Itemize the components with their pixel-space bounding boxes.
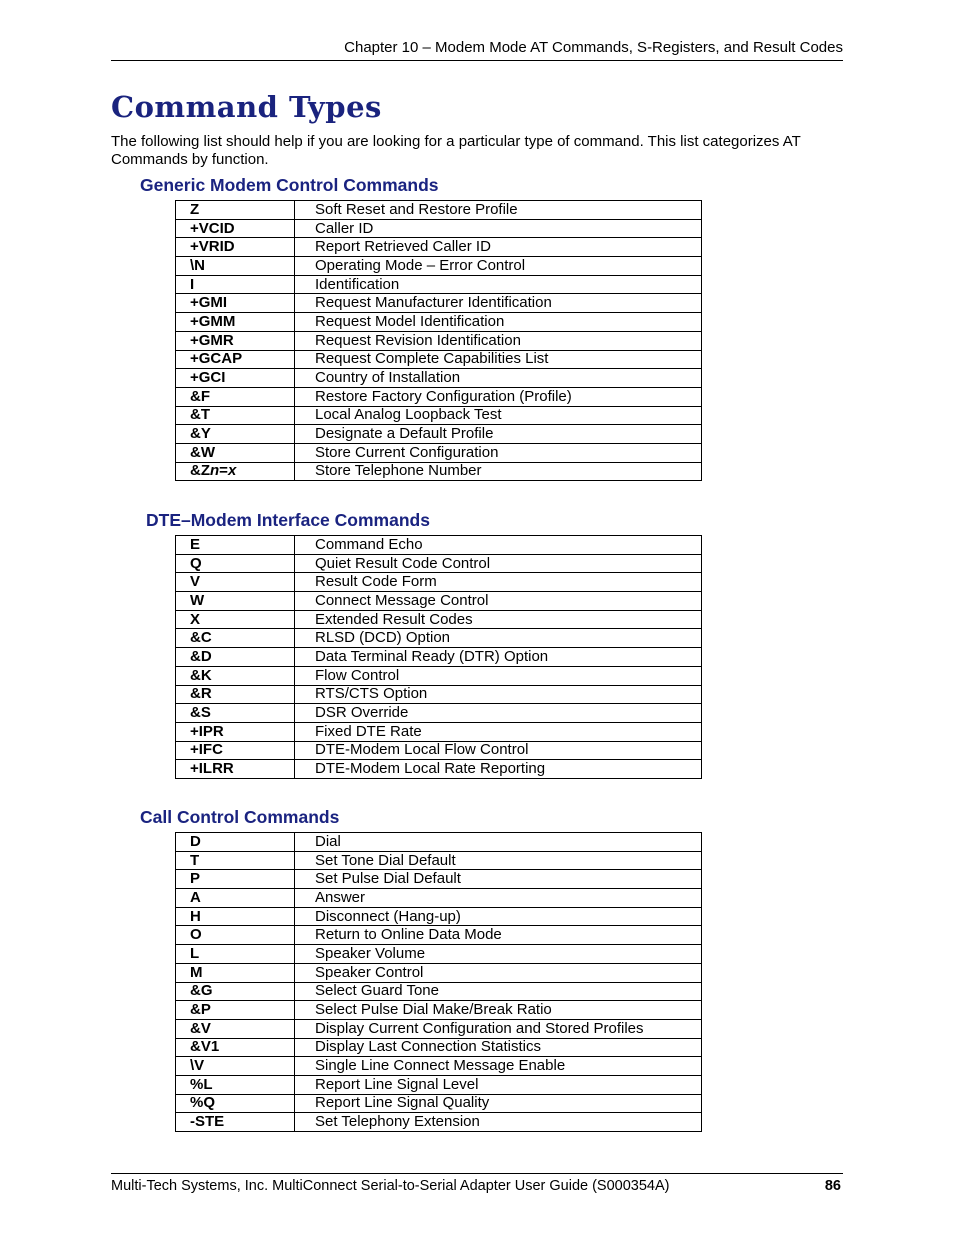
command-code: &Zn=x [176,462,295,481]
command-code: +IFC [176,741,295,760]
command-code: V [176,573,295,592]
command-description: Local Analog Loopback Test [295,406,702,425]
table-row [176,833,702,852]
command-code: +GMI [176,294,295,313]
command-code: &Y [176,425,295,444]
intro-paragraph: The following list should help if you are looking for a particular type of command. This list categorizes AT Commands by function. [111,133,801,168]
command-code: &S [176,704,295,723]
command-code: Z [176,201,295,220]
section-title-dte: DTE–Modem Interface Commands [146,510,430,530]
table-row [176,406,702,425]
command-description: Result Code Form [295,573,702,592]
command-code: +VCID [176,219,295,238]
command-code: \N [176,257,295,276]
table-row [176,926,702,945]
footer-divider [111,1173,843,1174]
command-description: Single Line Connect Message Enable [295,1057,702,1076]
dte-commands-table [175,535,702,779]
command-description: Country of Installation [295,369,702,388]
command-code: &T [176,406,295,425]
command-description: Fixed DTE Rate [295,722,702,741]
table-row [176,443,702,462]
table-row [176,387,702,406]
command-description: Answer [295,889,702,908]
table-row [176,331,702,350]
command-description: Store Telephone Number [295,462,702,481]
command-code: L [176,945,295,964]
command-description: Return to Online Data Mode [295,926,702,945]
table-row [176,870,702,889]
table-row [176,963,702,982]
command-code: +GMR [176,331,295,350]
table-row [176,1038,702,1057]
table-row [176,294,702,313]
command-description: Designate a Default Profile [295,425,702,444]
command-description: Set Pulse Dial Default [295,870,702,889]
command-code: &C [176,629,295,648]
command-code: M [176,963,295,982]
table-row [176,722,702,741]
table-row [176,704,702,723]
command-description: Soft Reset and Restore Profile [295,201,702,220]
table-row [176,741,702,760]
command-description: DTE-Modem Local Rate Reporting [295,760,702,779]
command-code: -STE [176,1113,295,1132]
table-row [176,1001,702,1020]
command-description: Identification [295,275,702,294]
table-row [176,238,702,257]
command-description: Data Terminal Ready (DTR) Option [295,648,702,667]
table-row [176,554,702,573]
command-description: Set Tone Dial Default [295,851,702,870]
table-row [176,851,702,870]
command-code: E [176,536,295,555]
section-title-call: Call Control Commands [140,807,340,827]
footer [111,1177,843,1195]
command-code: Q [176,554,295,573]
command-description: Disconnect (Hang-up) [295,907,702,926]
command-code: \V [176,1057,295,1076]
page-number: 86 [824,1178,841,1194]
command-code: &G [176,982,295,1001]
command-code: +IPR [176,722,295,741]
table-row [176,760,702,779]
chapter-header: Chapter 10 – Modem Mode AT Commands, S-Registers, and Result Codes [344,39,843,56]
table-row [176,629,702,648]
command-description: Report Line Signal Quality [295,1094,702,1113]
command-description: Speaker Control [295,963,702,982]
table-row [176,536,702,555]
table-row [176,685,702,704]
table-row [176,313,702,332]
command-code: &V [176,1019,295,1038]
command-description: Dial [295,833,702,852]
command-code: &P [176,1001,295,1020]
table-row [176,666,702,685]
table-row [176,1113,702,1132]
command-description: Command Echo [295,536,702,555]
command-description: Quiet Result Code Control [295,554,702,573]
command-code: P [176,870,295,889]
command-description: Request Complete Capabilities List [295,350,702,369]
command-description: Caller ID [295,219,702,238]
table-row [176,592,702,611]
footer-text: Multi-Tech Systems, Inc. MultiConnect Serial-to-Serial Adapter User Guide (S000354A) [111,1178,670,1194]
command-code: +ILRR [176,760,295,779]
command-description: Select Pulse Dial Make/Break Ratio [295,1001,702,1020]
command-description: Connect Message Control [295,592,702,611]
command-code: O [176,926,295,945]
command-code: +GMM [176,313,295,332]
header-divider [111,60,843,61]
table-row [176,369,702,388]
command-code: D [176,833,295,852]
table-row [176,257,702,276]
table-row [176,610,702,629]
command-description: Set Telephony Extension [295,1113,702,1132]
command-description: Flow Control [295,666,702,685]
call-commands-table [175,832,702,1132]
page-title: Command Types [111,90,382,124]
command-description: Report Line Signal Level [295,1075,702,1094]
command-code: &V1 [176,1038,295,1057]
command-description: Display Current Configuration and Stored Profiles [295,1019,702,1038]
command-code: X [176,610,295,629]
command-description: Operating Mode – Error Control [295,257,702,276]
command-code: +GCAP [176,350,295,369]
command-description: Request Model Identification [295,313,702,332]
command-description: Speaker Volume [295,945,702,964]
table-row [176,1094,702,1113]
table-row [176,945,702,964]
command-code: &F [176,387,295,406]
command-code: &R [176,685,295,704]
command-description: Request Manufacturer Identification [295,294,702,313]
table-row [176,219,702,238]
generic-commands-table [175,200,702,481]
table-row [176,275,702,294]
command-description: Select Guard Tone [295,982,702,1001]
command-code: H [176,907,295,926]
table-row [176,889,702,908]
command-code: A [176,889,295,908]
table-row [176,462,702,481]
command-code: I [176,275,295,294]
command-description: RLSD (DCD) Option [295,629,702,648]
table-row [176,201,702,220]
section-title-generic: Generic Modem Control Commands [140,175,439,195]
table-row [176,648,702,667]
command-description: Store Current Configuration [295,443,702,462]
command-code: +GCI [176,369,295,388]
command-description: Restore Factory Configuration (Profile) [295,387,702,406]
table-row [176,1075,702,1094]
command-code: &D [176,648,295,667]
command-description: Request Revision Identification [295,331,702,350]
command-code: T [176,851,295,870]
command-description: Display Last Connection Statistics [295,1038,702,1057]
command-code: %L [176,1075,295,1094]
command-code: W [176,592,295,611]
command-description: RTS/CTS Option [295,685,702,704]
command-code: &W [176,443,295,462]
table-row [176,907,702,926]
table-row [176,982,702,1001]
command-description: Extended Result Codes [295,610,702,629]
command-description: DSR Override [295,704,702,723]
command-code: &K [176,666,295,685]
table-row [176,573,702,592]
table-row [176,1019,702,1038]
command-code: %Q [176,1094,295,1113]
command-description: Report Retrieved Caller ID [295,238,702,257]
table-row [176,425,702,444]
table-row [176,1057,702,1076]
command-code: +VRID [176,238,295,257]
table-row [176,350,702,369]
command-description: DTE-Modem Local Flow Control [295,741,702,760]
